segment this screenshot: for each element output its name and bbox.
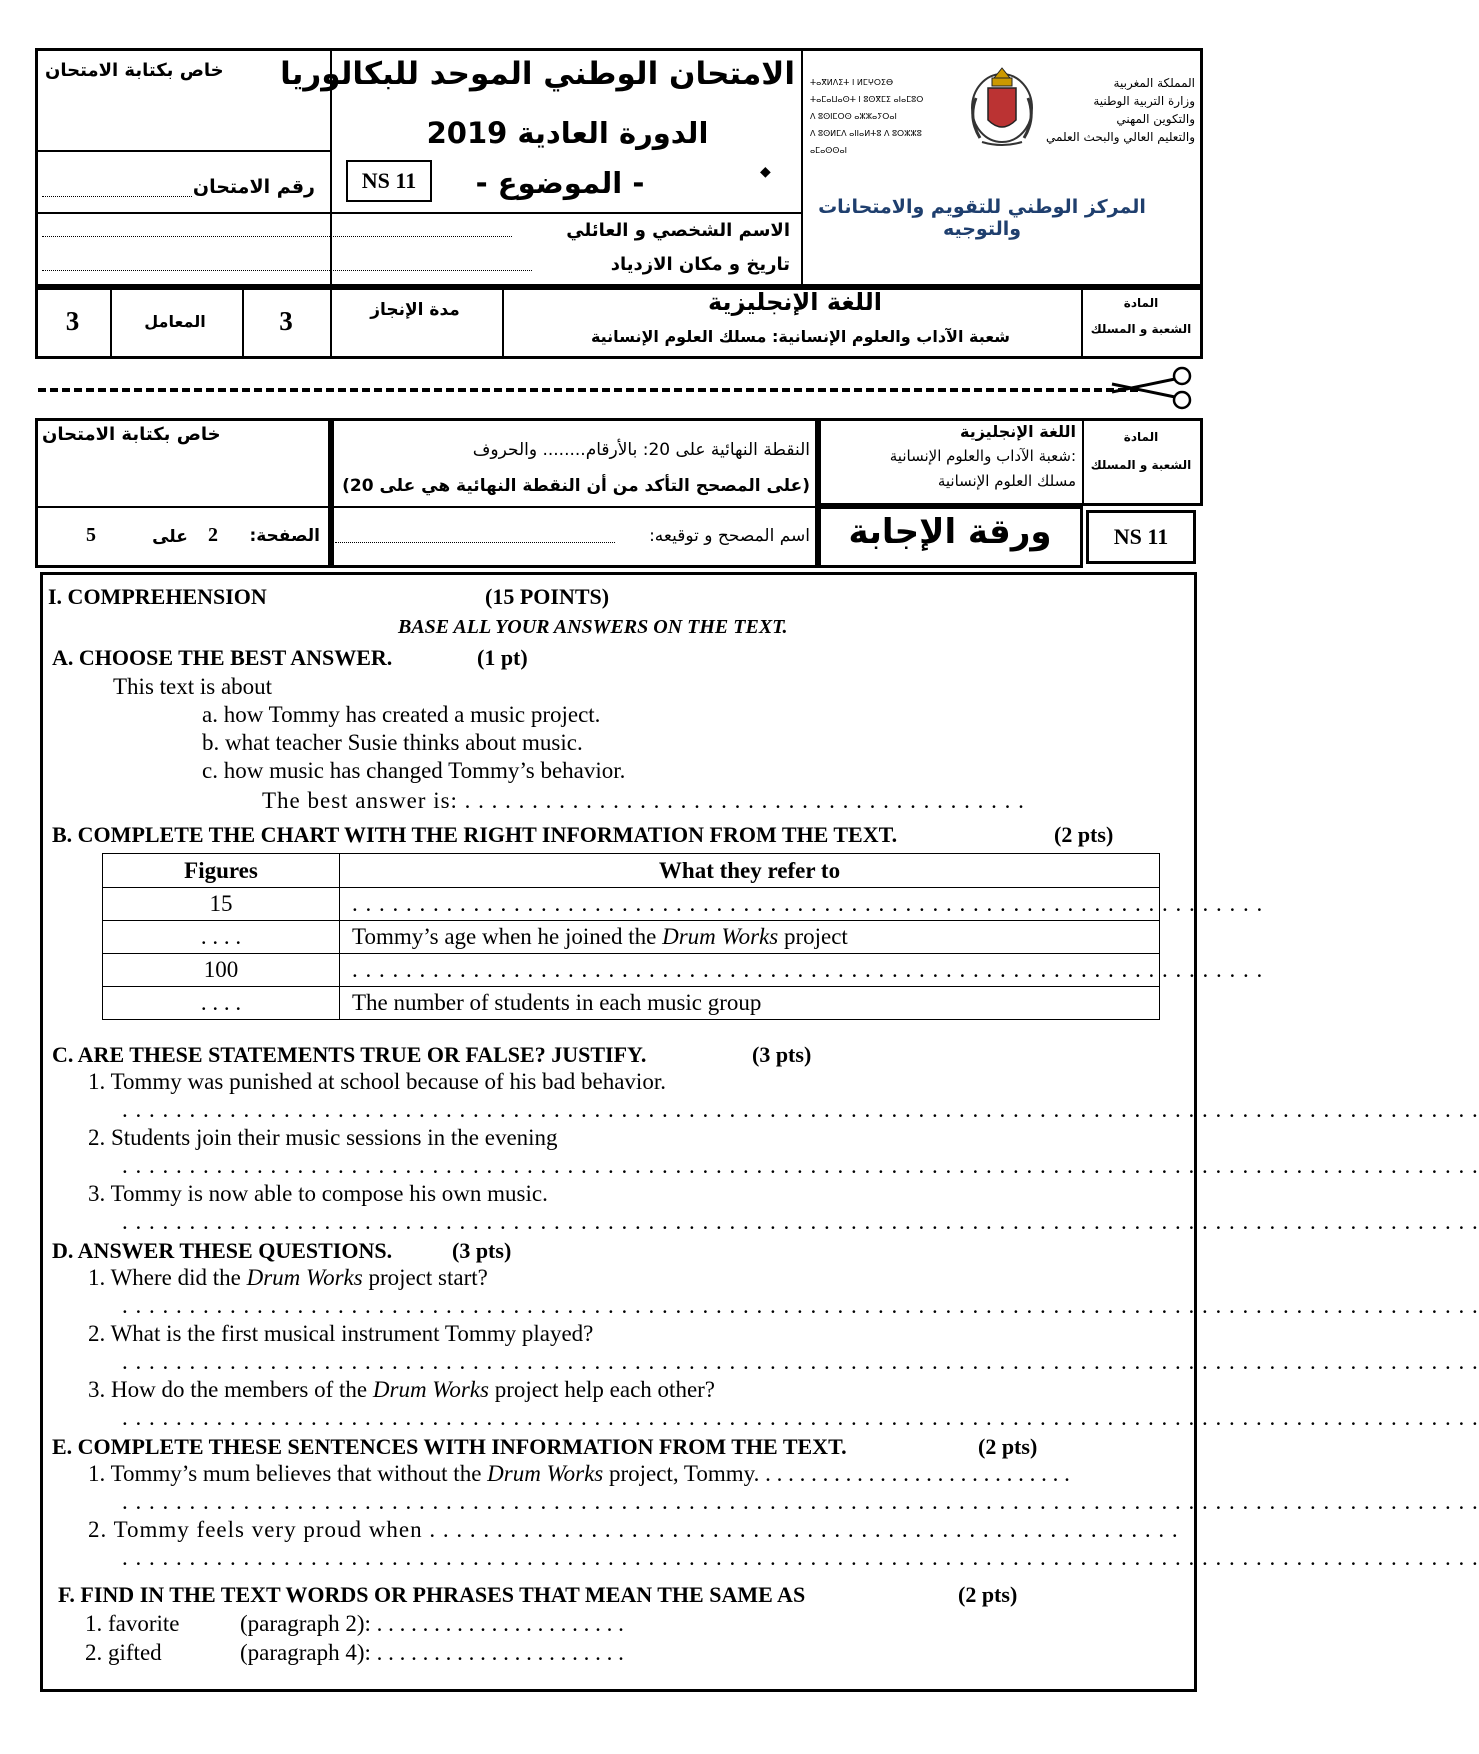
sentence-1[interactable] bbox=[88, 1461, 1188, 1487]
divider bbox=[110, 289, 112, 357]
best-answer-field[interactable]: The best answer is: . . . . . . . . . . . . . . . . . . . . . . . . . . . . . . . . . . . . . . . . . . bbox=[262, 788, 1025, 813]
divider bbox=[1081, 289, 1083, 357]
answer-subject-name: اللغة الإنجليزية bbox=[960, 422, 1076, 441]
word-2: 2. gifted bbox=[85, 1640, 162, 1665]
subject-field-label: المادة bbox=[1123, 296, 1159, 310]
sentence-1-field[interactable]: . . . . . . . . . . . . . . . . . . . . . . . . . . . . . . . . . . . . . . . . . . . . . . . . . . . . . . . . . . . . . . . . . . . . . . . . . . . . . . . . . . . . . . . . . . . . . . . . . . . . . bbox=[122, 1489, 1479, 1514]
divider bbox=[37, 150, 331, 152]
name-label: الاسم الشخصي و العائلي bbox=[566, 220, 790, 241]
statement-3: 3. Tommy is now able to compose his own music. bbox=[88, 1181, 548, 1206]
statement-1: 1. Tommy was punished at school because of his bad behavior. bbox=[88, 1069, 666, 1094]
page-label: الصفحة: bbox=[249, 526, 320, 546]
option-a[interactable]: a. how Tommy has created a music project. bbox=[202, 702, 601, 727]
s-em: Drum Works bbox=[487, 1461, 604, 1486]
option-c[interactable]: c. how music has changed Tommy’s behavior. bbox=[202, 758, 626, 783]
part-c-points: (3 pts) bbox=[752, 1042, 812, 1067]
tifinagh-line: ⴷ ⵓⵙⵏⵎⵔⵙ ⴰⵣⵣⴰⵢⵔⴰⵏ bbox=[810, 112, 897, 121]
chart-row bbox=[103, 987, 1160, 1020]
exam-title: الامتحان الوطني الموحد للبكالوريا bbox=[280, 56, 795, 92]
chart-row bbox=[103, 921, 1160, 954]
page-number: 2 bbox=[208, 524, 218, 546]
part-a-points: (1 pt) bbox=[477, 645, 528, 670]
instruction: BASE ALL YOUR ANSWERS ON THE TEXT. bbox=[398, 616, 788, 638]
figure-cell: 15 bbox=[103, 888, 340, 921]
ministry-line: المملكة المغربية bbox=[1113, 76, 1195, 90]
part-c-title: C. ARE THESE STATEMENTS TRUE OR FALSE? JUSTIFY. bbox=[52, 1042, 647, 1067]
divider bbox=[330, 289, 332, 357]
answer-stream-line: :شعبة الآداب والعلوم الإنسانية bbox=[889, 447, 1076, 465]
stream-name: شعبة الآداب والعلوم الإنسانية: مسلك العلوم الإنسانية bbox=[590, 327, 1010, 346]
exam-number-field[interactable] bbox=[42, 196, 192, 197]
sentence-2[interactable]: 2. Tommy feels very proud when . . . . . . . . . . . . . . . . . . . . . . . . . . . . . . . . . . . . . . . . . . . . . . . . . . . . . . . . bbox=[88, 1517, 1179, 1542]
q-em: Drum Works bbox=[246, 1265, 363, 1290]
divider bbox=[37, 506, 329, 508]
figure-cell[interactable]: . . . . bbox=[103, 987, 340, 1020]
subject-label: - الموضوع - bbox=[475, 166, 645, 200]
verify-note: (على المصحح التأكد من أن النقطة النهائية هي على 20) bbox=[342, 476, 810, 496]
part-d-title: D. ANSWER THESE QUESTIONS. bbox=[52, 1238, 393, 1263]
chart-header-row bbox=[103, 854, 1160, 888]
page-of: على bbox=[152, 527, 188, 547]
center-name: المركز الوطني للتقويم والامتحانات والتوجيه bbox=[818, 196, 1146, 240]
birth-label: تاريخ و مكان الازدياد bbox=[610, 254, 790, 275]
cut-line bbox=[38, 388, 1138, 392]
word-2-field[interactable]: (paragraph 4): . . . . . . . . . . . . . . . . . . . . . . bbox=[240, 1640, 624, 1665]
subject-name: اللغة الإنجليزية bbox=[708, 288, 882, 316]
refer-cell[interactable]: . . . . . . . . . . . . . . . . . . . . . . . . . . . . . . . . . . . . . . . . . . . . . . . . . . . . . . . . . . . . . . . . . . . . bbox=[340, 888, 1160, 921]
part-b-title: B. COMPLETE THE CHART WITH THE RIGHT INFORMATION FROM THE TEXT. bbox=[52, 822, 898, 847]
s-text: project, Tommy. . . . . . . . . . . . . . . . . . . . . . . . . . . . bbox=[603, 1461, 1070, 1486]
chart-row bbox=[103, 954, 1160, 987]
divider bbox=[1082, 420, 1084, 504]
tifinagh-line: ⴷ ⵓⵙⵍⵎⴷ ⴰⵏⵏⴰⵍⵜⵓ ⴷ ⵓⵔⵣⵣⵓ ⴰⵎⴰⵙⵙⴰⵏ bbox=[810, 129, 922, 155]
duration-value: 3 bbox=[279, 306, 293, 336]
refer-cell bbox=[340, 921, 1160, 954]
ministry-line: والتعليم العالي والبحث العلمي bbox=[1046, 130, 1195, 144]
refer-text: Tommy’s age when he joined the bbox=[352, 924, 663, 949]
answer-sheet-title: ورقة الإجابة bbox=[848, 512, 1052, 552]
q-text: project help each other? bbox=[488, 1377, 716, 1402]
refer-cell: The number of students in each music group bbox=[340, 987, 1160, 1020]
ministry-text bbox=[1030, 74, 1195, 146]
session-label: الدورة العادية 2019 bbox=[426, 116, 709, 150]
part-e-title: E. COMPLETE THESE SENTENCES WITH INFORMATION FROM THE TEXT. bbox=[52, 1434, 847, 1459]
refer-cell[interactable]: . . . . . . . . . . . . . . . . . . . . . . . . . . . . . . . . . . . . . . . . . . . . . . . . . . . . . . . . . . . . . . . . . . . . bbox=[340, 954, 1160, 987]
col-figures: Figures bbox=[103, 854, 340, 888]
part-e-points: (2 pts) bbox=[978, 1434, 1038, 1459]
corrector-label: اسم المصحح و توقيعه: bbox=[649, 526, 810, 546]
question-3 bbox=[88, 1377, 715, 1403]
answer-stream-line: مسلك العلوم الإنسانية bbox=[937, 472, 1076, 490]
refer-em: Drum Works bbox=[662, 924, 779, 949]
section-title: I. COMPREHENSION bbox=[48, 584, 267, 609]
exam-code: NS 11 bbox=[346, 160, 432, 202]
tifinagh-line: ⵜⴰⵎⴰⵡⴰⵙⵜ ⵏ ⵓⵙⴳⵎⵉ ⴰⵏⴰⵎⵓⵔ bbox=[810, 95, 924, 104]
coefficient-label: المعامل bbox=[144, 312, 206, 331]
ministry-line: والتكوين المهني bbox=[1116, 112, 1195, 126]
divider bbox=[502, 289, 504, 357]
answer-field-1[interactable]: . . . . . . . . . . . . . . . . . . . . . . . . . . . . . . . . . . . . . . . . . . . . . . . . . . . . . . . . . . . . . . . . . . . . . . . . . . . . . . . . . . . . . . . . . . . . . . . . . . . . . bbox=[122, 1293, 1479, 1318]
divider bbox=[801, 50, 803, 286]
name-field[interactable] bbox=[42, 236, 512, 237]
divider bbox=[333, 506, 816, 508]
reserved-label: خاص بكتابة الامتحان bbox=[45, 60, 224, 81]
part-a-stem: This text is about bbox=[113, 674, 273, 699]
section-points: (15 POINTS) bbox=[485, 584, 610, 609]
answer-code: NS 11 bbox=[1113, 524, 1169, 549]
q-text: 3. How do the members of the bbox=[88, 1377, 373, 1402]
final-grade-label: النقطة النهائية على 20: بالأرقام........ والحروف bbox=[472, 440, 810, 460]
divider bbox=[37, 212, 802, 214]
q-text: 1. Where did the bbox=[88, 1265, 247, 1290]
option-b[interactable]: b. what teacher Susie thinks about music. bbox=[202, 730, 583, 755]
s-text: 1. Tommy’s mum believes that without the bbox=[88, 1461, 488, 1486]
refer-text: project bbox=[778, 924, 848, 949]
duration-label: مدة الإنجاز bbox=[370, 300, 460, 320]
question-1 bbox=[88, 1265, 488, 1291]
word-1: 1. favorite bbox=[85, 1611, 180, 1636]
corrector-field[interactable] bbox=[335, 542, 615, 543]
justify-field-1[interactable]: . . . . . . . . . . . . . . . . . . . . . . . . . . . . . . . . . . . . . . . . . . . . . . . . . . . . . . . . . . . . . . . . . . . . . . . . . . . . . . . . . . . . . . . . . . . . . . . . . . . . . bbox=[122, 1097, 1479, 1122]
tifinagh-text bbox=[810, 74, 960, 159]
part-b-points: (2 pts) bbox=[1054, 822, 1114, 847]
answer-field-3[interactable]: . . . . . . . . . . . . . . . . . . . . . . . . . . . . . . . . . . . . . . . . . . . . . . . . . . . . . . . . . . . . . . . . . . . . . . . . . . . . . . . . . . . . . . . . . . . . . . . . . . . . . bbox=[122, 1405, 1479, 1430]
word-1-field[interactable]: (paragraph 2): . . . . . . . . . . . . . . . . . . . . . . bbox=[240, 1611, 624, 1636]
reserved-label: خاص بكتابة الامتحان bbox=[42, 424, 221, 445]
q-text: project start? bbox=[362, 1265, 488, 1290]
figures-chart bbox=[102, 853, 1264, 1020]
page-total: 5 bbox=[86, 524, 96, 546]
subject-field-label: المادة bbox=[1123, 430, 1159, 444]
justify-field-2[interactable]: . . . . . . . . . . . . . . . . . . . . . . . . . . . . . . . . . . . . . . . . . . . . . . . . . . . . . . . . . . . . . . . . . . . . . . . . . . . . . . . . . . . . . . . . . . . . . . . . . . . . . bbox=[122, 1153, 1479, 1178]
stream-field-label: الشعبة و المسلك bbox=[1090, 458, 1192, 472]
diamond-icon: ◆ bbox=[760, 165, 771, 180]
col-refer: What they refer to bbox=[340, 854, 1160, 888]
answer-field-2[interactable]: . . . . . . . . . . . . . . . . . . . . . . . . . . . . . . . . . . . . . . . . . . . . . . . . . . . . . . . . . . . . . . . . . . . . . . . . . . . . . . . . . . . . . . . . . . . . . . . . . . . . . bbox=[122, 1349, 1479, 1374]
exam-number-label: رقم الامتحان bbox=[192, 176, 315, 198]
stream-field-label: الشعبة و المسلك bbox=[1090, 322, 1192, 336]
sentence-2-field[interactable]: . . . . . . . . . . . . . . . . . . . . . . . . . . . . . . . . . . . . . . . . . . . . . . . . . . . . . . . . . . . . . . . . . . . . . . . . . . . . . . . . . . . . . . . . . . . . . . . . . . . . . bbox=[122, 1545, 1479, 1570]
question-2: 2. What is the first musical instrument Tommy played? bbox=[88, 1321, 594, 1346]
tifinagh-line: ⵜⴰⴳⵍⴷⵉⵜ ⵏ ⵍⵎⵖⵔⵉⴱ bbox=[810, 78, 894, 87]
part-f-points: (2 pts) bbox=[958, 1582, 1018, 1607]
justify-field-3[interactable]: . . . . . . . . . . . . . . . . . . . . . . . . . . . . . . . . . . . . . . . . . . . . . . . . . . . . . . . . . . . . . . . . . . . . . . . . . . . . . . . . . . . . . . . . . . . . . . . . . . . . . bbox=[122, 1209, 1479, 1234]
part-f-title: F. FIND IN THE TEXT WORDS OR PHRASES THAT MEAN THE SAME AS bbox=[58, 1582, 806, 1607]
part-d-points: (3 pts) bbox=[452, 1238, 512, 1263]
part-a-title: A. CHOOSE THE BEST ANSWER. bbox=[52, 645, 393, 670]
divider bbox=[242, 289, 244, 357]
q-em: Drum Works bbox=[372, 1377, 489, 1402]
statement-2: 2. Students join their music sessions in the evening bbox=[88, 1125, 558, 1150]
ministry-line: وزارة التربية الوطنية bbox=[1093, 94, 1195, 108]
figure-cell[interactable]: . . . . bbox=[103, 921, 340, 954]
chart-row bbox=[103, 888, 1160, 921]
figure-cell: 100 bbox=[103, 954, 340, 987]
scissors-icon bbox=[1108, 366, 1196, 410]
coefficient-value: 3 bbox=[65, 306, 80, 336]
birth-field[interactable] bbox=[42, 270, 532, 271]
